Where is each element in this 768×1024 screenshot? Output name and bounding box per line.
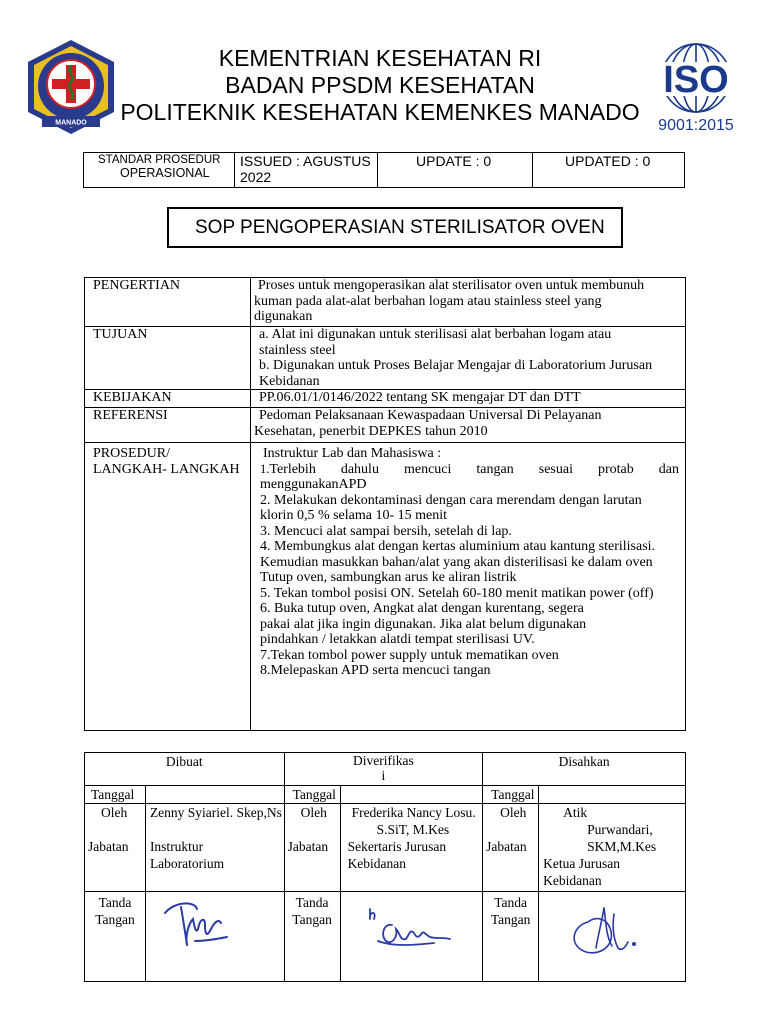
tanggal-value-3 <box>539 786 686 804</box>
svg-text:MANADO: MANADO <box>55 119 87 127</box>
sop-content-table <box>84 277 686 731</box>
tanda-tangan-label: Tanda Tangan <box>483 892 539 982</box>
tujuan-value: a. Alat ini digunakan untuk sterilisasi alat berbahan logam atau stainless steel b. Digunakan untuk Proses Belajar Mengajar di Laboratorium Jurusan Kebidanan <box>251 327 686 390</box>
step-1: 1.Terlebih dahulu mencuci tangan sesuai protab dan <box>260 461 679 477</box>
issued-cell: ISSUED : AGUSTUS 2022 <box>235 153 378 187</box>
prosedur-steps: Instruktur Lab dan Mahasiswa : 1.Terlebih dahulu mencuci tangan sesuai protab dan menggunakanAPD 2. Melakukan dekontaminasi dengan cara merendam dengan larutan klorin 0,5 % selama 10- 15 menit 3. Mencuci alat sampai bersih, setelah di lap. 4. Membungkus alat dengan kertas aluminium atau kantung sterilisasi. Kemudian masukkan bahan/alat yang akan disterilisasi ke dalam oven Tutup oven, sambungkan arus ke aliran listrik 5. Tekan tombol posisi ON. Setelah 60-180 menit matikan power (off) 6. Buka tutup oven, Angkat alat dengan kurentang, segera pakai alat jika ingin digunakan. Jika alat belum digunakan pindahkan / letakkan alatdi tempat sterilisasi UV. 7.Tekan tombol power supply untuk mematikan oven 8.Melepaskan APD serta mencuci tangan <box>251 443 686 731</box>
tanggal-value-2 <box>340 786 483 804</box>
step-2: 2. Melakukan dekontaminasi dengan cara merendam dengan larutan <box>260 492 642 508</box>
oleh-jabatan-labels: Oleh Jabatan <box>85 804 146 892</box>
tanda-tangan-label: Tanda Tangan <box>85 892 146 982</box>
agency-title: BADAN PPSDM KESEHATAN <box>225 72 535 98</box>
kebijakan-label: KEBIJAKAN <box>85 390 251 408</box>
ministry-title: KEMENTRIAN KESEHATAN RI <box>218 45 542 71</box>
tanggal-label: Tanggal <box>483 786 539 804</box>
tanggal-value-1 <box>145 786 284 804</box>
tanda-tangan-label: Tanda Tangan <box>284 892 340 982</box>
svg-text:ISO: ISO <box>663 59 729 101</box>
diverifikasi-name: Frederika Nancy Losu. <box>351 805 476 820</box>
document-info-strip <box>83 152 685 188</box>
disahkan-header: Disahkan <box>483 753 686 786</box>
step-4: 4. Membungkus alat dengan kertas aluminium atau kantung sterilisasi. <box>260 539 656 554</box>
kebijakan-value: PP.06.01/1/0146/2022 tentang SK mengajar DT dan DTT <box>251 390 686 408</box>
pengertian-value: Proses untuk mengoperasikan alat sterilisator oven untuk membunuh kuman pada alat-alat berbahan logam atau stainless steel yang digunakan <box>251 278 686 327</box>
step-3: 3. Mencuci alat sampai bersih, setelah di lap. <box>260 523 512 539</box>
institution-title: POLITEKNIK KESEHATAN KEMENKES MANADO <box>120 99 640 125</box>
signature-image-disahkan <box>562 900 654 962</box>
tanggal-row <box>85 786 686 804</box>
svg-text:9001:2015: 9001:2015 <box>658 117 734 134</box>
disahkan-name: Atik <box>563 805 588 820</box>
step-6: 6. Buka tutup oven, Angkat alat dengan kurentang, segera <box>260 601 584 616</box>
update-cell: UPDATE : 0 <box>378 153 533 187</box>
sop-title: SOP PENGOPERASIAN STERILISATOR OVEN <box>167 207 623 248</box>
prosedur-label: PROSEDUR/ LANGKAH- LANGKAH <box>85 443 251 731</box>
poltekkes-logo <box>22 38 120 136</box>
kebijakan-row <box>85 390 686 408</box>
sop-cell: STANDAR PROSEDUR OPERASIONAL <box>84 153 235 187</box>
disahkan-person: Atik Purwandari, SKM,M.Kes Ketua Jurusan Kebidanan <box>539 804 686 892</box>
dibuat-person: Zenny Syiariel. Skep,Ns Instruktur Laboratorium <box>145 804 284 892</box>
step-7: 7.Tekan tombol power supply untuk mematikan oven <box>260 647 559 663</box>
oleh-jabatan-labels: Oleh Jabatan <box>284 804 340 892</box>
iso-certification-logo <box>648 38 744 134</box>
approval-header-row <box>85 753 686 786</box>
signature-image-dibuat <box>155 895 235 955</box>
updated-cell: UPDATED : 0 <box>565 153 651 169</box>
step-5: 5. Tekan tombol posisi ON. Setelah 60-180 menit matikan power (off) <box>260 585 654 601</box>
dibuat-header: Dibuat <box>85 753 285 786</box>
referensi-row <box>85 408 686 443</box>
pengertian-label: PENGERTIAN <box>85 278 251 327</box>
step-8: 8.Melepaskan APD serta mencuci tangan <box>260 663 491 678</box>
referensi-value: Pedoman Pelaksanaan Kewaspadaan Universal Di Pelayanan Kesehatan, penerbit DEPKES tahun 2010 <box>251 408 686 443</box>
prosedur-row <box>85 443 686 731</box>
signature-image-diverifikasi <box>364 903 456 951</box>
oleh-jabatan-labels: Oleh Jabatan <box>483 804 539 892</box>
tujuan-row <box>85 327 686 390</box>
diverifikasi-person: Frederika Nancy Losu. S.SiT, M.Kes Sekertaris Jurusan Kebidanan <box>340 804 483 892</box>
oleh-jabatan-row <box>85 804 686 892</box>
tanggal-label: Tanggal <box>284 786 340 804</box>
tanggal-label: Tanggal <box>85 786 146 804</box>
referensi-label: REFERENSI <box>85 408 251 443</box>
tujuan-label: TUJUAN <box>85 327 251 390</box>
dibuat-name: Zenny Syiariel. Skep,Ns <box>149 805 282 820</box>
pengertian-row <box>85 278 686 327</box>
diverifikasi-header: Diverifikas i <box>284 753 483 786</box>
